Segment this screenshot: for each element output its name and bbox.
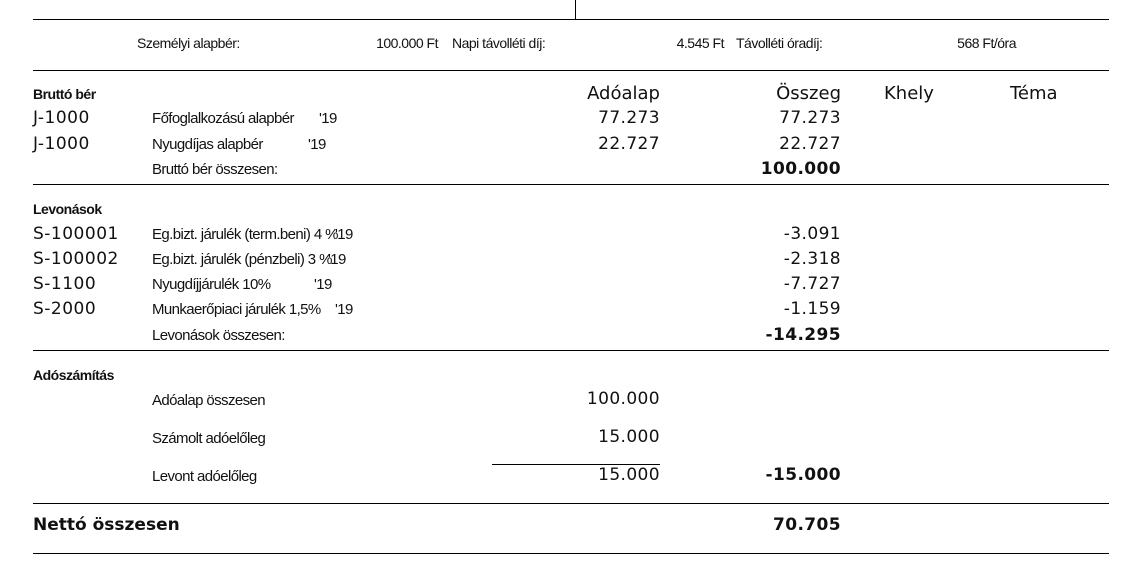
daily-absence-fee-label: Napi távolléti díj: [452,35,546,51]
deduction-row-year: '19 [335,301,353,318]
gross-row-taxbase: 77.273 [598,108,660,128]
deductions-total-value: -14.295 [765,325,841,345]
base-salary-label: Személyi alapbér: [137,35,240,51]
net-total-value: 70.705 [772,515,841,535]
deduction-row-description: Eg.bizt. járulék (pénzbeli) 3 % [152,251,332,268]
gross-row-description: Főfoglalkozású alapbér [152,110,294,127]
deduction-row-year: '19 [328,251,346,268]
deduction-row-year: '19 [314,276,332,293]
gross-row-taxbase: 22.727 [598,134,660,154]
tax-row-label: Levont adóelőleg [152,468,257,485]
gross-row-code: J-1000 [33,134,90,154]
deduction-row-description: Nyugdíjjárulék 10% [152,276,271,293]
tax-row-amount: -15.000 [765,465,841,485]
tax-row-taxbase: 15.000 [598,465,660,485]
section-divider-tax [33,503,1109,504]
col-header-topic: Téma [1010,83,1058,104]
section-divider-deductions [33,350,1109,351]
gross-row-description: Nyugdíjas alapbér [152,136,263,153]
gross-total-label: Bruttó bér összesen: [152,161,278,178]
top-divider [33,19,1109,20]
gross-total-value: 100.000 [760,159,841,179]
gross-row-amount: 77.273 [779,108,841,128]
deduction-row-amount: -1.159 [783,299,841,319]
deduction-row-year: '19 [335,226,353,243]
deduction-row-description: Munkaerőpiaci járulék 1,5% [152,301,321,318]
net-total-label: Nettó összesen [33,515,180,535]
gross-row-code: J-1000 [33,108,90,128]
section-divider-gross [33,184,1109,185]
deduction-row-amount: -7.727 [783,274,841,294]
gross-row-year: '19 [319,110,337,127]
section-divider-rates [33,70,1109,71]
deductions-total-label: Levonások összesen: [152,327,285,344]
tax-row-taxbase: 15.000 [598,427,660,447]
top-divider-vertical [575,0,576,19]
hourly-absence-fee-label: Távolléti óradíj: [736,35,823,51]
hourly-absence-fee-value: 568 Ft/óra [957,35,1016,51]
col-header-amount: Összeg [776,83,841,104]
base-salary-value: 100.000 Ft [376,35,438,51]
deduction-row-amount: -3.091 [783,224,841,244]
col-header-taxbase: Adóalap [587,83,660,104]
deduction-row-amount: -2.318 [783,249,841,269]
tax-row-label: Adóalap összesen [152,392,265,409]
tax-row-taxbase: 100.000 [586,389,660,409]
deduction-row-code: S-1100 [33,274,97,294]
gross-row-year: '19 [308,136,326,153]
deductions-section-title: Levonások [33,201,102,217]
col-header-costcenter: Khely [884,83,934,104]
tax-section-title: Adószámítás [33,367,114,383]
daily-absence-fee-value: 4.545 Ft [676,35,724,51]
deduction-row-code: S-100002 [33,249,119,269]
deduction-row-code: S-2000 [33,299,97,319]
deduction-row-description: Eg.bizt. járulék (term.beni) 4 % [152,226,338,243]
gross-row-amount: 22.727 [779,134,841,154]
gross-section-title: Bruttó bér [33,86,96,102]
deduction-row-code: S-100001 [33,224,119,244]
bottom-divider [33,553,1109,554]
tax-row-label: Számolt adóelőleg [152,430,266,447]
